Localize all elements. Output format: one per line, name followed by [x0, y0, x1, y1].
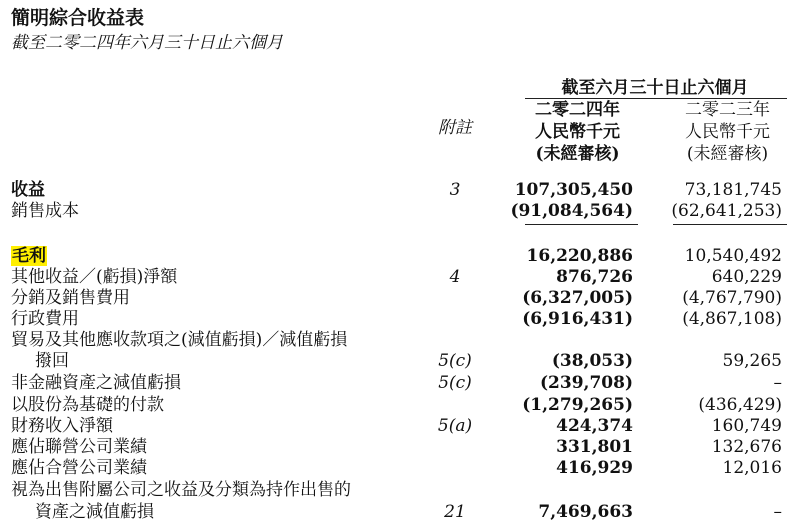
row-label: 分銷及銷售費用	[11, 288, 130, 308]
row-value-2023: (4,867,108)	[682, 309, 782, 329]
table-row-other-gains	[0, 267, 800, 288]
table-row-associates	[0, 437, 800, 458]
statement-subtitle: 截至二零二四年六月三十日止六個月	[11, 33, 283, 53]
column-2024-year: 二零二四年	[535, 100, 620, 120]
row-note: 4	[449, 267, 461, 287]
column-2024-audit: (未經審核)	[535, 144, 620, 164]
row-label: 財務收入淨額	[11, 416, 113, 436]
period-group-header: 截至六月三十日止六個月	[561, 78, 749, 98]
row-value-2023: 10,540,492	[684, 246, 782, 266]
row-label: 其他收益／(虧損)淨額	[11, 267, 178, 287]
table-row-admin-expenses	[0, 309, 800, 330]
row-value-2024: (6,916,431)	[522, 309, 633, 329]
row-label: 應佔聯營公司業績	[11, 437, 147, 457]
row-label: 資產之減值虧損	[35, 502, 154, 522]
column-2023-year: 二零二三年	[685, 100, 770, 120]
row-note: 5(a)	[437, 416, 473, 436]
row-value-2024: 107,305,450	[514, 180, 633, 200]
row-value-2023: –	[773, 373, 782, 393]
subtotal-underline-2024	[525, 224, 638, 225]
row-value-2024: (6,327,005)	[522, 288, 633, 308]
table-row-non-financial-impairment	[0, 373, 800, 394]
row-value-2023: 640,229	[711, 267, 782, 287]
table-row-distribution-costs	[0, 288, 800, 309]
row-value-2024: (38,053)	[551, 351, 633, 371]
table-row-deemed-disposal-line2	[0, 502, 800, 523]
row-value-2023: 12,016	[722, 458, 782, 478]
highlighted-label: 毛利	[12, 246, 46, 266]
table-row-receivables-impairment-line2	[0, 351, 800, 372]
row-label: 以股份為基礎的付款	[11, 395, 164, 415]
row-value-2024: (91,084,564)	[510, 201, 633, 221]
row-label: 收益	[11, 180, 45, 200]
note-column-header: 附註	[438, 118, 472, 138]
row-note: 3	[449, 180, 461, 200]
row-value-2024: 7,469,663	[538, 502, 633, 522]
row-note: 5(c)	[438, 351, 472, 371]
row-value-2023: (62,641,253)	[671, 201, 782, 221]
table-row-share-based-payments	[0, 395, 800, 416]
table-row-revenue	[0, 180, 800, 201]
table-row-joint-ventures	[0, 458, 800, 479]
row-label: 視為出售附屬公司之收益及分類為持作出售的	[11, 480, 351, 500]
row-value-2024: (1,279,265)	[522, 395, 633, 415]
row-value-2023: (4,767,790)	[682, 288, 782, 308]
column-header-2024	[515, 99, 640, 165]
row-value-2023: 59,265	[722, 351, 782, 371]
column-header-2023	[660, 99, 795, 165]
row-value-2024: 876,726	[556, 267, 633, 287]
row-note: 21	[444, 502, 466, 522]
row-label: 行政費用	[11, 309, 79, 329]
row-label: 銷售成本	[11, 201, 79, 221]
row-value-2024: 16,220,886	[526, 246, 633, 266]
row-label: 撥回	[35, 351, 69, 371]
row-value-2023: –	[773, 502, 782, 522]
table-row-receivables-impairment-line1	[0, 330, 800, 351]
row-value-2023: (436,429)	[698, 395, 782, 415]
row-value-2023: 160,749	[711, 416, 782, 436]
subtotal-underline-2023	[673, 224, 787, 225]
table-row-cost-of-sales	[0, 201, 800, 222]
table-row-gross-profit	[0, 246, 800, 267]
row-label: 貿易及其他應收款項之(減值虧損)／減值虧損	[11, 330, 348, 350]
row-value-2024: 331,801	[556, 437, 633, 457]
row-label: 應佔合營公司業績	[11, 458, 147, 478]
column-2023-audit: (未經審核)	[686, 144, 769, 164]
row-value-2023: 132,676	[711, 437, 782, 457]
row-value-2024: 416,929	[556, 458, 633, 478]
column-2023-unit: 人民幣千元	[685, 122, 770, 142]
table-row-net-finance-income	[0, 416, 800, 437]
row-value-2024: 424,374	[556, 416, 633, 436]
row-note: 5(c)	[438, 373, 472, 393]
row-value-2023: 73,181,745	[684, 180, 782, 200]
row-value-2024: (239,708)	[540, 373, 633, 393]
row-label: 非金融資產之減值虧損	[11, 373, 181, 393]
statement-title: 簡明綜合收益表	[11, 7, 145, 29]
column-2024-unit: 人民幣千元	[535, 122, 620, 142]
table-row-deemed-disposal-line1	[0, 480, 800, 501]
